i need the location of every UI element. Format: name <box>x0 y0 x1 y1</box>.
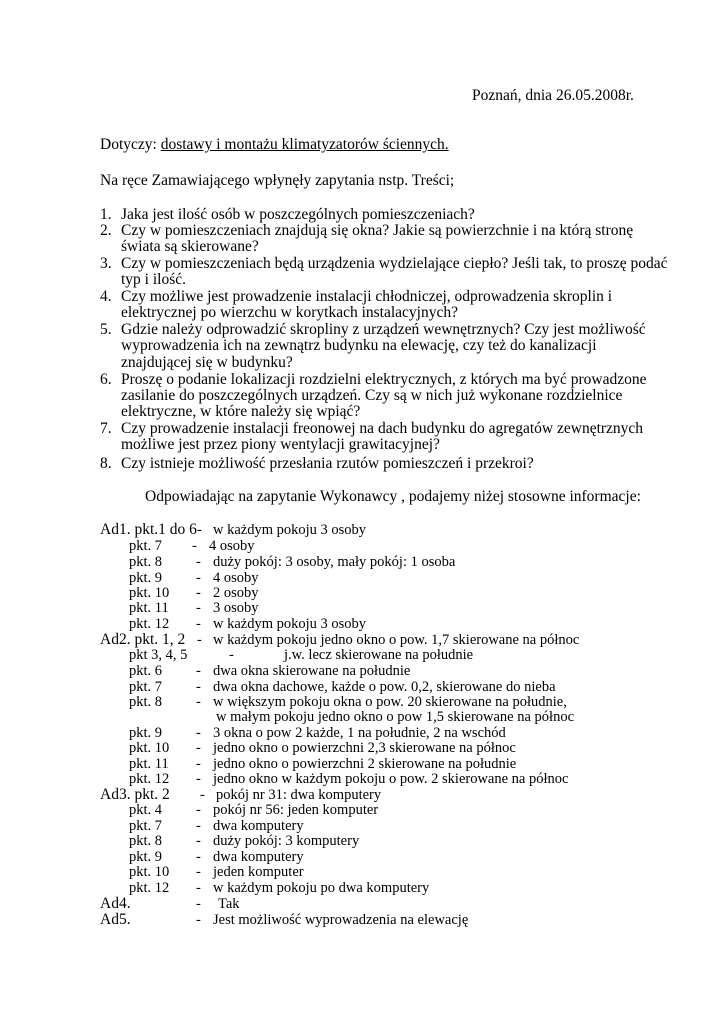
question-line: typ i ilość. <box>121 271 187 288</box>
question-number: 7. <box>100 420 112 437</box>
answer-label: pkt. 10 <box>129 740 170 756</box>
question-line: elektrycznej po wierzchu w korytkach instalacyjnych? <box>121 304 458 321</box>
subject-text: dostawy i montażu klimatyzatorów ściennych. <box>160 136 449 153</box>
answer-label: pkt 3, 4, 5 <box>129 647 188 663</box>
answer-label: pkt. 12 <box>129 771 170 787</box>
answer-label: Ad5. <box>100 911 131 928</box>
answer-text: 4 osoby <box>213 570 259 586</box>
answer-label: pkt. 11 <box>129 600 169 616</box>
answer-text: w większym pokoju okna o pow. 20 skierowane na południe, <box>213 694 567 710</box>
answer-dash: - <box>197 522 202 538</box>
answer-text: 2 osoby <box>213 585 259 601</box>
subject-label: Dotyczy: <box>100 136 161 153</box>
answer-label: pkt. 4 <box>129 802 163 818</box>
answer-text: pokój nr 56: jeden komputer <box>213 802 379 818</box>
answer-dash: - <box>196 771 201 787</box>
answer-dash: - <box>192 538 197 554</box>
question-line: możliwe jest przez piony wentylacji grawitacyjnej? <box>121 436 440 453</box>
question-line: Czy w pomieszczeniach będą urządzenia wydzielające ciepło? Jeśli tak, to proszę podać <box>121 255 668 272</box>
question-line: świata są skierowane? <box>121 238 259 255</box>
answer-text: jedno okno w każdym pokoju o pow. 2 skierowane na północ <box>213 771 569 787</box>
answer-label: pkt. 6 <box>129 663 163 679</box>
answer-label: pkt. 7 <box>129 679 163 695</box>
question-line: wyprowadzenia ich na zewnątrz budynku na elewację, czy też do kanalizacji <box>121 337 597 354</box>
question-line: zasilanie do poszczególnych urządzeń. Czy są w nich już wykonane rozdzielnice <box>121 387 623 404</box>
subject-line <box>100 137 449 153</box>
answer-dash: - <box>229 647 234 663</box>
answer-dash: - <box>196 725 201 741</box>
question-number: 3. <box>100 255 112 272</box>
answer-text: j.w. lecz skierowane na południe <box>284 647 474 663</box>
answer-label: pkt. 9 <box>129 725 163 741</box>
answer-text: w każdym pokoju 3 osoby <box>213 616 367 632</box>
place-date: Poznań, dnia 26.05.2008r. <box>472 87 634 104</box>
answer-text: dwa okna dachowe, każde o pow. 0,2, skierowane do nieba <box>213 679 556 695</box>
answer-label: pkt. 10 <box>129 585 170 601</box>
answer-text: jedno okno o powierzchni 2 skierowane na południe <box>213 756 517 772</box>
answer-intro: Odpowiadając na zapytanie Wykonawcy , podajemy niżej stosowne informacje: <box>145 488 641 505</box>
answer-dash: - <box>196 600 201 616</box>
answer-dash: - <box>196 818 201 834</box>
answer-label: pkt. 12 <box>129 880 170 896</box>
question-line: Proszę o podanie lokalizacji rozdzielni elektrycznych, z których ma być prowadzone <box>121 371 647 388</box>
answer-text: Jest możliwość wyprowadzenia na elewację <box>213 912 469 928</box>
question-line: znajdującej się w budynku? <box>121 354 293 371</box>
answer-dash: - <box>196 896 201 912</box>
answer-label: Ad4. <box>100 895 131 912</box>
answer-dash: - <box>196 833 201 849</box>
answer-text: dwa komputery <box>213 849 304 865</box>
answer-dash: - <box>196 679 201 695</box>
answer-text: duży pokój: 3 osoby, mały pokój: 1 osoba <box>213 554 456 570</box>
question-line: Czy istnieje możliwość przesłania rzutów pomieszczeń i przekroi? <box>121 455 534 472</box>
answer-text: dwa okna skierowane na południe <box>213 663 411 679</box>
answer-label: pkt. 8 <box>129 554 163 570</box>
answer-text: duży pokój: 3 komputery <box>213 833 360 849</box>
intro-text: Na ręce Zamawiającego wpłynęły zapytania nstp. Treści; <box>100 172 455 189</box>
answer-dash: - <box>196 756 201 772</box>
answer-text: w każdym pokoju po dwa komputery <box>213 880 430 896</box>
answer-dash: - <box>196 849 201 865</box>
question-line: Czy w pomieszczeniach znajdują się okna? Jakie są powierzchnie i na którą stronę <box>121 222 634 239</box>
question-number: 1. <box>100 206 112 223</box>
question-number: 4. <box>100 288 112 305</box>
answer-text: dwa komputery <box>213 818 304 834</box>
answer-label: pkt. 10 <box>129 864 170 880</box>
question-number: 8. <box>100 455 112 472</box>
question-number: 2. <box>100 222 112 239</box>
answer-text: w każdym pokoju 3 osoby <box>213 522 367 538</box>
answer-text: 3 osoby <box>213 600 259 616</box>
answer-label: pkt. 9 <box>129 849 163 865</box>
question-line: Czy prowadzenie instalacji freonowej na dach budynku do agregatów zewnętrznych <box>121 420 644 437</box>
question-line: Gdzie należy odprowadzić skropliny z urządzeń wewnętrznych? Czy jest możliwość <box>121 321 646 338</box>
answer-label: pkt. 9 <box>129 570 163 586</box>
question-line: Jaka jest ilość osób w poszczególnych pomieszczeniach? <box>121 206 475 223</box>
answer-dash: - <box>196 554 201 570</box>
answer-text: jedno okno o powierzchni 2,3 skierowane na północ <box>213 740 516 756</box>
answer-dash: - <box>196 912 201 928</box>
question-line: Czy możliwe jest prowadzenie instalacji chłodniczej, odprowadzenia skroplin i <box>121 288 613 305</box>
answer-label: pkt. 7 <box>129 818 163 834</box>
answer-label: pkt. 11 <box>129 756 169 772</box>
answer-dash: - <box>196 694 201 710</box>
question-line: elektryczne, w które należy się wpiąć? <box>121 403 361 420</box>
answer-text: w małym pokoju jedno okno o pow 1,5 skierowane na północ <box>216 709 575 725</box>
answer-label: pkt. 8 <box>129 694 163 710</box>
answer-dash: - <box>196 585 201 601</box>
answer-text: Tak <box>218 896 240 912</box>
answer-dash: - <box>200 787 205 803</box>
question-number: 5. <box>100 321 112 338</box>
answer-label: pkt. 7 <box>129 538 163 554</box>
question-number: 6. <box>100 371 112 388</box>
answer-label: pkt. 8 <box>129 833 163 849</box>
answer-dash: - <box>196 740 201 756</box>
answer-label: Ad2. pkt. 1, 2 <box>100 631 186 648</box>
answer-text: w każdym pokoju jedno okno o pow. 1,7 skierowane na północ <box>213 632 580 648</box>
answer-text: 3 okna o pow 2 każde, 1 na południe, 2 na wschód <box>213 725 506 741</box>
answer-text: 4 osoby <box>209 538 255 554</box>
answer-text: pokój nr 31: dwa komputery <box>216 787 382 803</box>
answer-dash: - <box>196 663 201 679</box>
answer-text: jeden komputer <box>213 864 304 880</box>
answer-dash: - <box>196 802 201 818</box>
answer-dash: - <box>196 570 201 586</box>
answer-label: Ad1. pkt.1 do 6 <box>100 521 197 538</box>
answer-label: pkt. 12 <box>129 616 170 632</box>
answer-dash: - <box>197 632 202 648</box>
answer-dash: - <box>196 864 201 880</box>
answer-label: Ad3. pkt. 2 <box>100 786 170 803</box>
answer-dash: - <box>196 880 201 896</box>
answer-dash: - <box>196 616 201 632</box>
